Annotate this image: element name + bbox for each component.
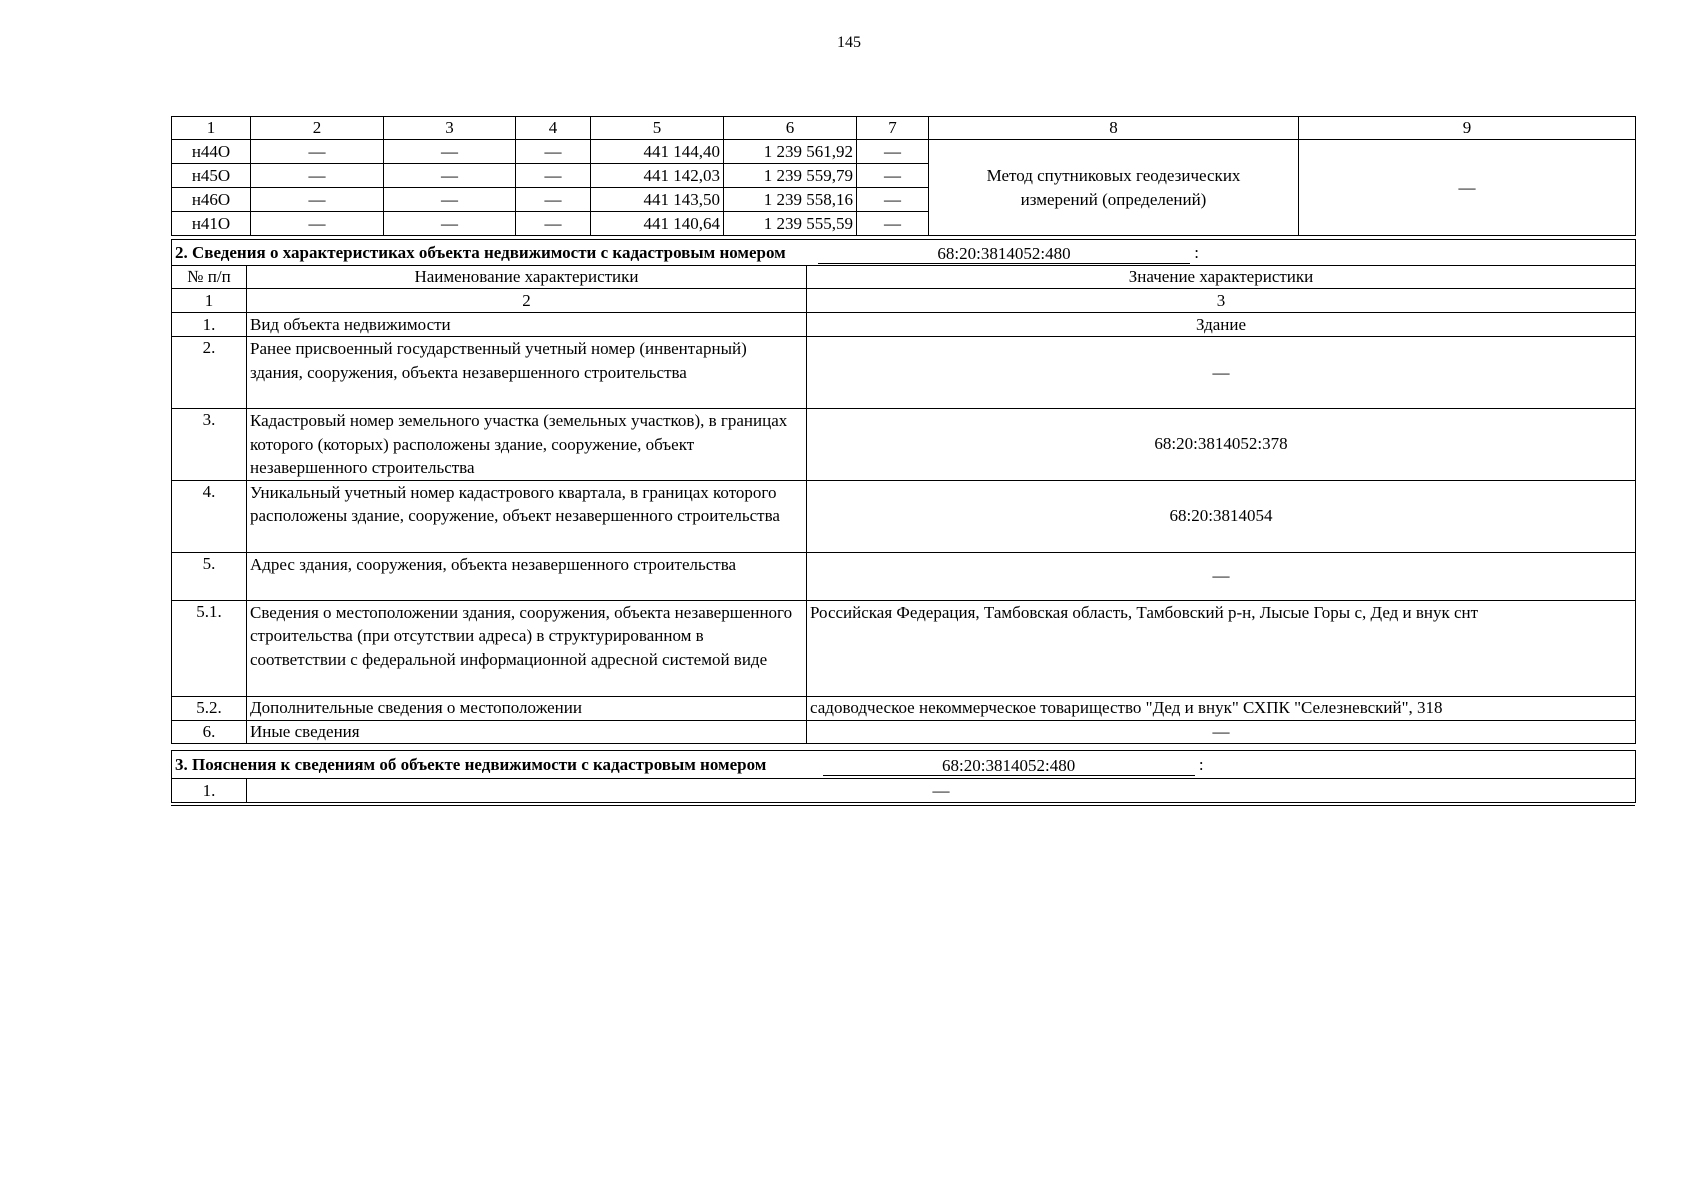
coords-cell: — xyxy=(857,212,929,236)
coord-x: 441 142,03 xyxy=(591,164,724,188)
coord-y: 1 239 561,92 xyxy=(724,140,857,164)
header-value: Значение характеристики xyxy=(807,266,1636,289)
row-num: 5.2. xyxy=(172,696,247,720)
coords-cell: — xyxy=(251,164,384,188)
row-num: 2. xyxy=(172,337,247,409)
row-num: 5. xyxy=(172,552,247,600)
page-number: 145 xyxy=(837,34,861,51)
coords-cell: — xyxy=(857,164,929,188)
characteristic-row xyxy=(172,600,1636,696)
coords-cell: — xyxy=(251,140,384,164)
row-num: 5.1. xyxy=(172,600,247,696)
characteristic-row xyxy=(172,480,1636,552)
point-name: н41О xyxy=(172,212,251,236)
characteristic-row xyxy=(172,337,1636,409)
point-name: н45О xyxy=(172,164,251,188)
characteristic-row xyxy=(172,696,1636,720)
row-name: Вид объекта недвижимости xyxy=(247,313,807,337)
point-name: н44О xyxy=(172,140,251,164)
row-value: — xyxy=(247,779,1636,803)
coords-header-cell: 4 xyxy=(516,117,591,140)
point-name: н46О xyxy=(172,188,251,212)
section3-cadastral-number: 68:20:3814052:480 xyxy=(823,757,1195,776)
table-bottom-rule xyxy=(171,805,1635,806)
coords-cell: — xyxy=(516,188,591,212)
row-value: 68:20:3814052:378 xyxy=(807,409,1636,481)
section3-colon: : xyxy=(1198,754,1204,774)
numbering-cell: 2 xyxy=(247,289,807,313)
coords-cell: — xyxy=(384,164,516,188)
coords-header-cell: 6 xyxy=(724,117,857,140)
row-name: Кадастровый номер земельного участка (земельных участков), в границах которого (которых) расположены здание, сооружение, объект незавершенного строительства xyxy=(247,409,807,481)
coord-y: 1 239 558,16 xyxy=(724,188,857,212)
row-name: Адрес здания, сооружения, объекта незавершенного строительства xyxy=(247,552,807,600)
coords-cell: — xyxy=(857,188,929,212)
coords-header-cell: 8 xyxy=(929,117,1299,140)
coord-x: 441 143,50 xyxy=(591,188,724,212)
row-name: Сведения о местоположении здания, сооружения, объекта незавершенного строительства (при отсутствии адреса) в структурированном в соответствии с федеральной информационной адресной системой виде xyxy=(247,600,807,696)
coords-cell: — xyxy=(384,140,516,164)
coords-row xyxy=(172,140,1636,164)
coords-cell: — xyxy=(516,164,591,188)
explanations-table xyxy=(171,750,1636,803)
row-num: 1. xyxy=(172,779,247,803)
coord-x: 441 144,40 xyxy=(591,140,724,164)
coords-cell: — xyxy=(251,188,384,212)
row-num: 4. xyxy=(172,480,247,552)
section3-heading-row xyxy=(172,751,1636,779)
characteristics-header-row xyxy=(172,266,1636,289)
characteristic-row xyxy=(172,720,1636,743)
characteristics-numbering-row xyxy=(172,289,1636,313)
header-num: № п/п xyxy=(172,266,247,289)
section3-title: 3. Пояснения к сведениям об объекте недвижимости с кадастровым номером xyxy=(175,754,767,774)
row-num: 3. xyxy=(172,409,247,481)
coords-header-cell: 3 xyxy=(384,117,516,140)
row-name: Дополнительные сведения о местоположении xyxy=(247,696,807,720)
explanation-row xyxy=(172,779,1636,803)
row-value: — xyxy=(807,720,1636,743)
characteristics-table xyxy=(171,239,1636,744)
coords-header-cell: 1 xyxy=(172,117,251,140)
row-value: — xyxy=(807,337,1636,409)
coords-header-cell: 2 xyxy=(251,117,384,140)
coords-cell: — xyxy=(516,212,591,236)
characteristic-row xyxy=(172,313,1636,337)
row-name: Ранее присвоенный государственный учетный номер (инвентарный) здания, сооружения, объекта незавершенного строительства xyxy=(247,337,807,409)
coords-header-cell: 7 xyxy=(857,117,929,140)
coords-cell: — xyxy=(384,212,516,236)
row-value: — xyxy=(807,552,1636,600)
section2-heading-row xyxy=(172,240,1636,266)
coords-cell: — xyxy=(516,140,591,164)
coords-cell: — xyxy=(384,188,516,212)
coord-x: 441 140,64 xyxy=(591,212,724,236)
row-num: 6. xyxy=(172,720,247,743)
section2-cadastral-number: 68:20:3814052:480 xyxy=(818,245,1190,264)
row-value: 68:20:3814054 xyxy=(807,480,1636,552)
row-num: 1. xyxy=(172,313,247,337)
coordinates-table xyxy=(171,116,1636,236)
characteristic-row xyxy=(172,552,1636,600)
numbering-cell: 1 xyxy=(172,289,247,313)
coord-y: 1 239 555,59 xyxy=(724,212,857,236)
method-cell: Метод спутниковых геодезических измерений (определений) xyxy=(929,140,1299,236)
coords-header-row xyxy=(172,117,1636,140)
col9-cell: — xyxy=(1299,140,1636,236)
characteristic-row xyxy=(172,409,1636,481)
row-value: садоводческое некоммерческое товарищество "Дед и внук" СХПК "Селезневский", 318 xyxy=(807,696,1636,720)
row-value: Российская Федерация, Тамбовская область, Тамбовский р-н, Лысые Горы с, Дед и внук снт xyxy=(807,600,1636,696)
row-name: Иные сведения xyxy=(247,720,807,743)
row-value: Здание xyxy=(807,313,1636,337)
coords-cell: — xyxy=(251,212,384,236)
numbering-cell: 3 xyxy=(807,289,1636,313)
section2-colon: : xyxy=(1194,242,1199,262)
section2-title: 2. Сведения о характеристиках объекта недвижимости с кадастровым номером xyxy=(175,242,786,262)
header-name: Наименование характеристики xyxy=(247,266,807,289)
row-name: Уникальный учетный номер кадастрового квартала, в границах которого расположены здание, сооружение, объект незавершенного строительства xyxy=(247,480,807,552)
coord-y: 1 239 559,79 xyxy=(724,164,857,188)
coords-header-cell: 9 xyxy=(1299,117,1636,140)
coords-cell: — xyxy=(857,140,929,164)
coords-header-cell: 5 xyxy=(591,117,724,140)
